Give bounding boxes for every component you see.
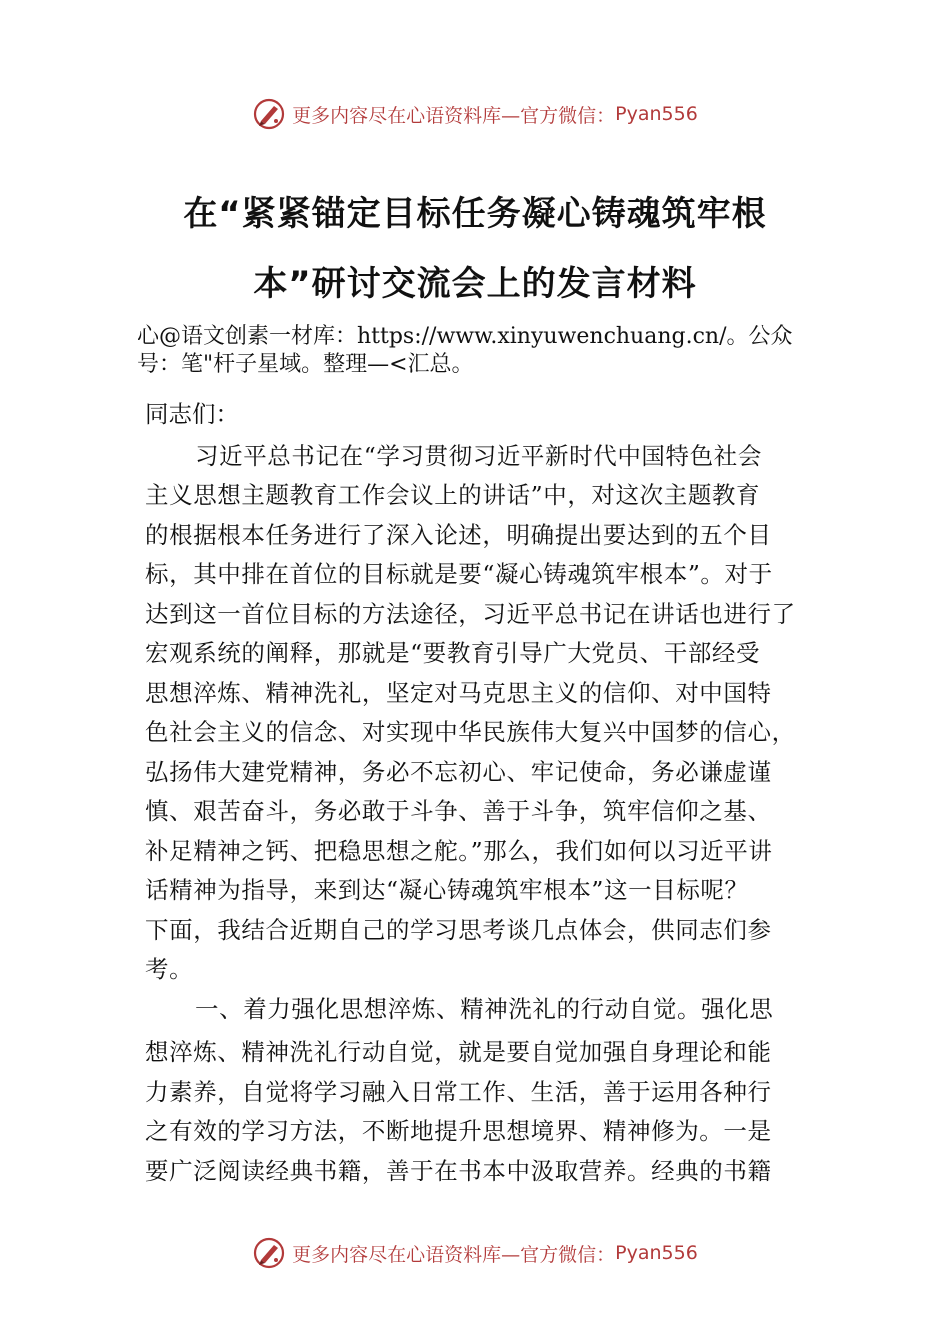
body-line: 宏观系统的阐释，那就是“要教育引导广大党员、干部经受 (145, 639, 761, 667)
banner-wechat-id: Pyan556 (615, 103, 698, 125)
body-line: 下面，我结合近期自己的学习思考谈几点体会，供同志们参 (145, 916, 772, 944)
banner-wechat-id: Pyan556 (615, 1242, 698, 1264)
body-line: 要广泛阅读经典书籍，善于在书本中汲取营养。经典的书籍 (145, 1157, 772, 1185)
document-title-line-1: 在“紧紧锚定目标任务凝心铸魂筑牢根 (183, 194, 767, 234)
pen-circle-logo-icon (252, 1236, 286, 1270)
banner-text: 更多内容尽在心语资料库—官方微信： (292, 1243, 616, 1266)
body-line: 标，其中排在首位的目标就是要“凝心铸魂筑牢根本”。对于 (145, 560, 773, 588)
header-banner (0, 94, 950, 134)
source-line-1: 心@语文创素一材库：https://www.xinyuwenchuang.cn/。公众 (137, 324, 793, 349)
footer-banner (0, 1233, 950, 1273)
document-title-line-2: 本”研讨交流会上的发言材料 (253, 264, 697, 304)
body-line: 话精神为指导，来到达“凝心铸魂筑牢根本”这一目标呢？ (145, 876, 749, 904)
body-line: 之有效的学习方法，不断地提升思想境界、精神修为。一是 (145, 1117, 772, 1145)
body-line: 主义思想主题教育工作会议上的讲话”中，对这次主题教育 (145, 481, 761, 509)
body-line: 慎、艰苦奋斗，务必敢于斗争、善于斗争，筑牢信仰之基、 (145, 797, 772, 825)
body-line: 习近平总书记在“学习贯彻习近平新时代中国特色社会 (195, 442, 762, 470)
body-line: 考。 (145, 955, 194, 983)
body-line: 力素养，自觉将学习融入日常工作、生活，善于运用各种行 (145, 1078, 772, 1106)
body-line: 想淬炼、精神洗礼行动自觉，就是要自觉加强自身理论和能 (145, 1038, 772, 1066)
section-heading-line: 一、着力强化思想淬炼、精神洗礼的行动自觉。强化思 (195, 995, 774, 1023)
source-line-2: 号：笔"杆子星域。整理—<汇总。 (137, 352, 474, 377)
body-line: 思想淬炼、精神洗礼，坚定对马克思主义的信仰、对中国特 (145, 679, 772, 707)
banner-text: 更多内容尽在心语资料库—官方微信： (292, 104, 616, 127)
body-line: 的根据根本任务进行了深入论述，明确提出要达到的五个目 (145, 521, 772, 549)
body-line: 弘扬伟大建党精神，务必不忘初心、牢记使命，务必谦虚谨 (145, 758, 772, 786)
salutation: 同志们： (145, 400, 239, 428)
pen-circle-logo-icon (252, 97, 286, 131)
body-line: 色社会主义的信念、对实现中华民族伟大复兴中国梦的信心， (145, 718, 796, 746)
body-line: 达到这一首位目标的方法途径，习近平总书记在讲话也进行了 (145, 600, 796, 628)
body-line: 补足精神之钙、把稳思想之舵。”那么，我们如何以习近平讲 (145, 837, 773, 865)
